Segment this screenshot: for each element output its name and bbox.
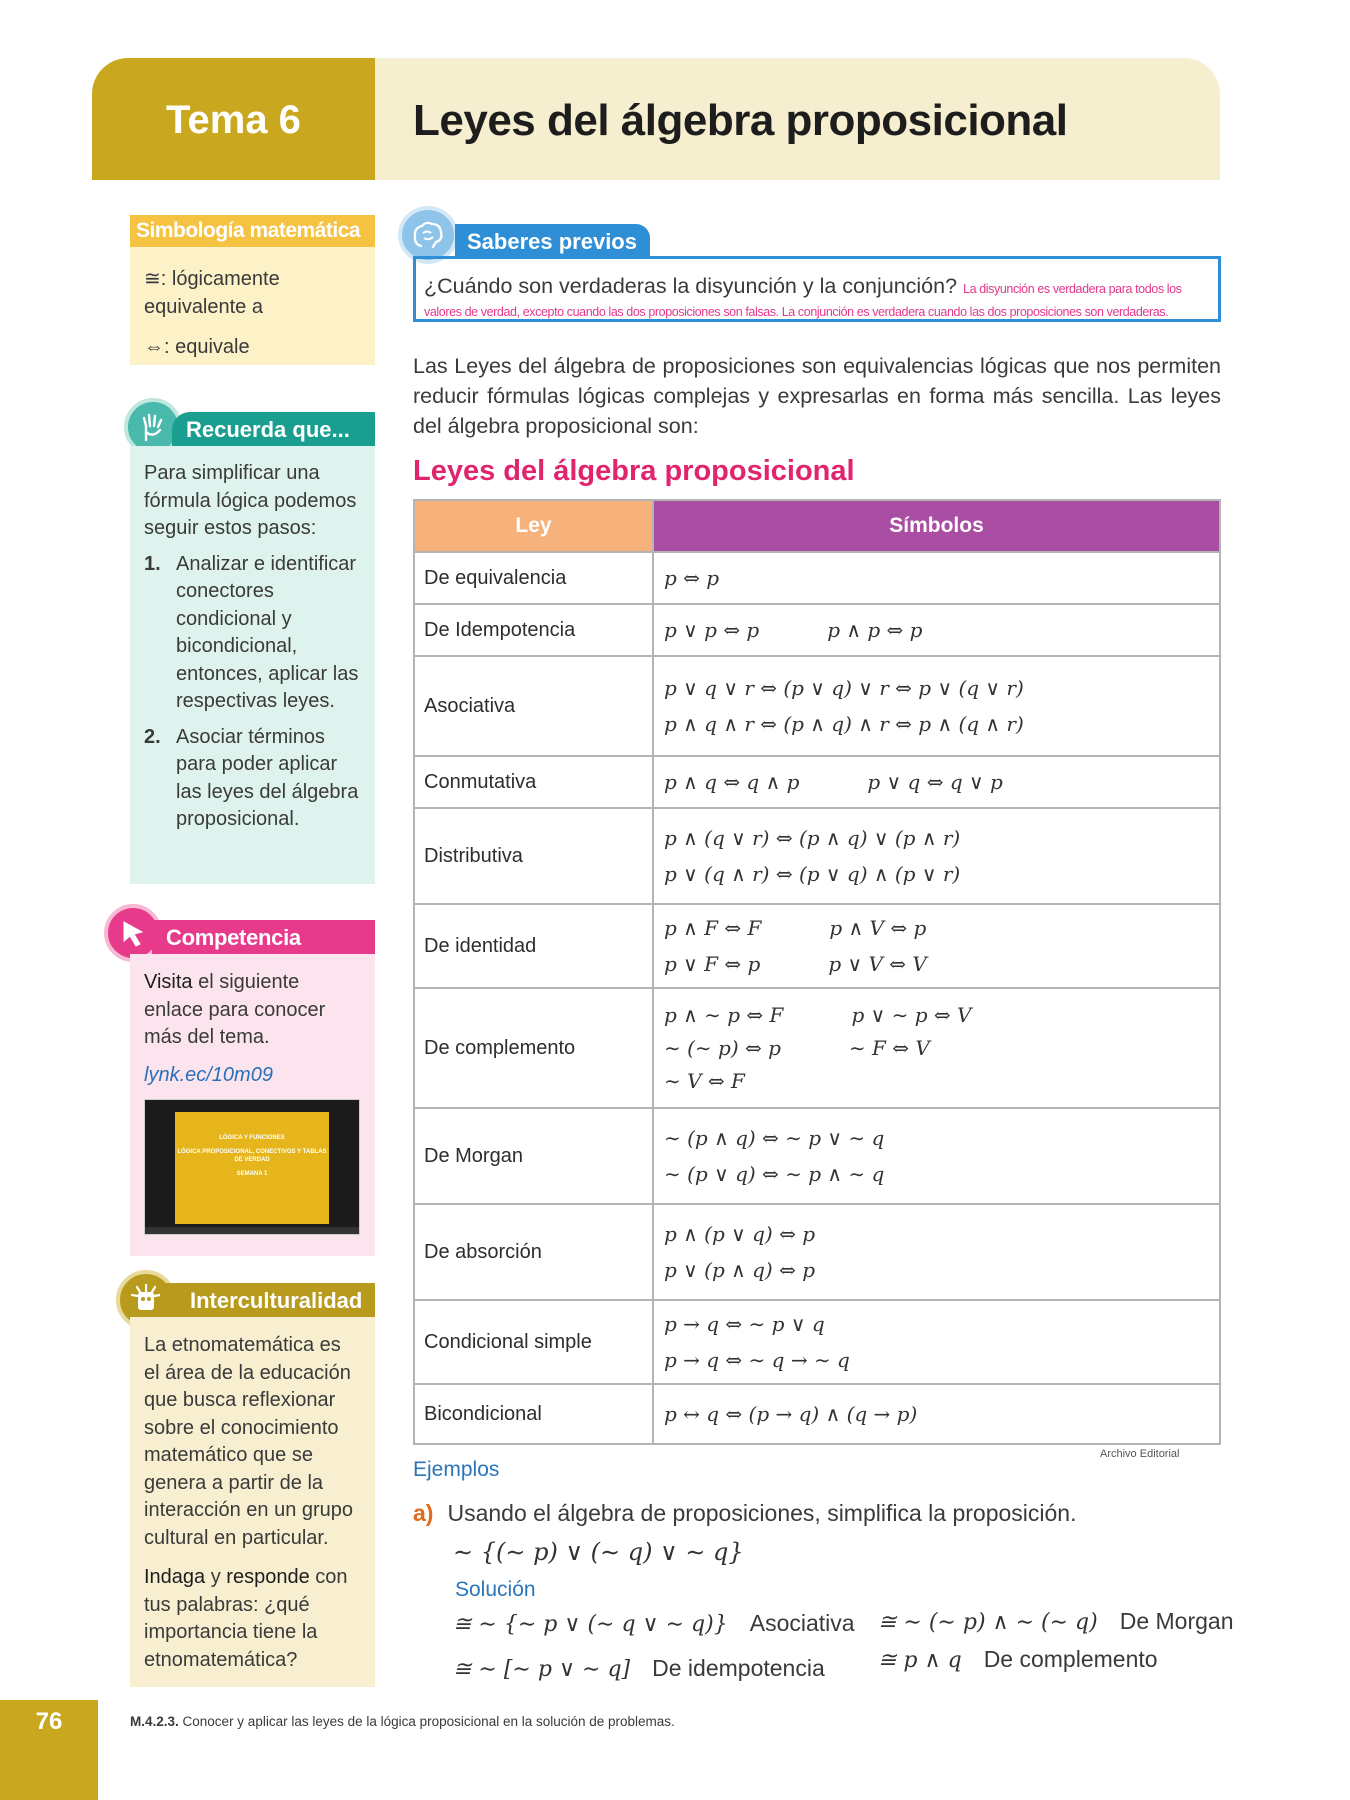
symbol-expression: p ∨ (q ∧ r) ⇔ (p ∨ q) ∧ (p ∨ r) (664, 862, 961, 886)
symbol-expression: ∼ (p ∧ q) ⇔ ∼ p ∨ ∼ q (664, 1126, 885, 1150)
symbol-expression: ∼ V ⇔ F (664, 1068, 745, 1093)
symbol-line (664, 1065, 1209, 1098)
symbol-line (664, 999, 1209, 1032)
example-label: a) (413, 1500, 434, 1526)
step-law: De idempotencia (652, 1655, 825, 1681)
ejemplos-title: Ejemplos (413, 1458, 500, 1481)
saberes-title: Saberes previos (455, 224, 650, 258)
video-title-line: LÓGICA PROPOSICIONAL, CONECTIVOS Y TABLAS DE VERDAD (177, 1149, 327, 1163)
interculturalidad-ask (144, 1564, 361, 1674)
column-header-simbolos: Símbolos (653, 500, 1220, 552)
saberes-text (424, 276, 1210, 322)
interculturalidad-title: Interculturalidad (160, 1283, 375, 1317)
symbol-expression: p ∧ F ⇔ F (664, 916, 762, 940)
law-name: De complemento (414, 988, 653, 1108)
page-title: Leyes del álgebra proposicional (413, 96, 1068, 145)
symbol-line (664, 560, 1209, 596)
simbologia-title: Simbología matemática (130, 215, 375, 247)
symbol-expression: ∼ (∼ p) ⇔ p (664, 1035, 781, 1060)
table-row (414, 808, 1220, 904)
step-law: Asociativa (749, 1610, 855, 1636)
step-expression: ≅ ∼ {∼ p ∨ (∼ q ∨ ∼ q)} (453, 1612, 728, 1637)
law-name: De Morgan (414, 1108, 653, 1204)
tema-label: Tema 6 (166, 98, 301, 142)
solution-step (878, 1608, 1234, 1635)
law-symbols (653, 656, 1220, 756)
video-controls[interactable] (145, 1227, 359, 1234)
competencia-text (144, 969, 361, 1052)
step-number: 2. (144, 725, 161, 748)
symbol-expression: p ∧ ∼ p ⇔ F (664, 1002, 784, 1027)
law-name: De equivalencia (414, 552, 653, 604)
simbologia-item: ⇔: equivale (144, 336, 250, 358)
video-thumbnail[interactable] (144, 1099, 360, 1235)
symbol-line (664, 706, 1209, 742)
step-expression: ≅ ∼ [∼ p ∨ ∼ q] (453, 1657, 631, 1682)
ask-mid: y (205, 1566, 227, 1588)
symbol-line (664, 1156, 1209, 1192)
symbol-expression: p ∨ q ⇔ q ∨ p (867, 770, 1003, 794)
symbol-expression: p ∨ V ⇔ V (828, 952, 927, 976)
table-row (414, 756, 1220, 808)
symbol-line (664, 670, 1209, 706)
symbol-expression: p ∨ p ⇔ p (664, 618, 760, 642)
simbologia-item: ≅: lógicamente equivalente a (144, 268, 280, 318)
law-symbols (653, 552, 1220, 604)
step-expression: ≅ ∼ (∼ p) ∧ ∼ (∼ q) (878, 1610, 1098, 1635)
symbol-expression: p ∨ ∼ p ⇔ V (851, 1002, 972, 1027)
symbol-expression: p ⇔ p (664, 566, 720, 590)
interculturalidad-text: La etnomatemática es el área de la educación que busca reflexionar sobre el conocimiento matemático que se genera a partir de la interacción en un grupo cultural en particular. (144, 1334, 354, 1549)
law-symbols (653, 904, 1220, 988)
laws-table (413, 499, 1221, 1445)
table-row (414, 988, 1220, 1108)
law-name: Bicondicional (414, 1384, 653, 1444)
simbologia-box (130, 247, 375, 365)
video-title-line: LÓGICA Y FUNCIONES (219, 1135, 285, 1141)
law-symbols (653, 1384, 1220, 1444)
law-name: Asociativa (414, 656, 653, 756)
table-row (414, 656, 1220, 756)
ask-rest: con tus palabras: ¿qué importancia tiene la etnomatemática? (144, 1566, 348, 1671)
symbol-line (664, 1396, 1209, 1432)
table-row (414, 1108, 1220, 1204)
symbol-line (664, 1252, 1209, 1288)
intro-paragraph: Las Leyes del álgebra de proposiciones son equivalencias lógicas que nos permiten reducir fórmulas lógicas complejas y expresarlas en forma más sencilla. Las leyes del álgebra proposicional son: (413, 354, 1221, 438)
step-text: Asociar términos para poder aplicar las leyes del álgebra proposicional. (176, 725, 359, 830)
recuerda-step (144, 551, 361, 716)
step-expression: ≅ p ∧ q (878, 1648, 962, 1673)
competencia-box (130, 954, 375, 1256)
objective-code: M.4.2.3. (130, 1714, 179, 1729)
solution-step (453, 1610, 855, 1637)
symbol-expression: ∼ (p ∨ q) ⇔ ∼ p ∧ ∼ q (664, 1162, 885, 1186)
symbol-line (664, 1306, 1209, 1342)
table-row (414, 1384, 1220, 1444)
symbol-expression: ∼ F ⇔ V (848, 1035, 930, 1060)
symbol-line (664, 1120, 1209, 1156)
interculturalidad-box (130, 1317, 375, 1687)
example-expression: ∼ {(∼ p) ∨ (∼ q) ∨ ∼ q} (453, 1538, 744, 1566)
video-title-line: SEMANA 1 (236, 1171, 268, 1177)
symbol-expression: p ∨ F ⇔ p (664, 952, 761, 976)
law-name: De absorción (414, 1204, 653, 1300)
symbol-expression: p ∧ (p ∨ q) ⇔ p (664, 1222, 815, 1246)
symbol-line (664, 612, 1209, 648)
symbol-expression: p ∧ V ⇔ p (829, 916, 927, 940)
symbol-expression: p → q ⇔ ∼ p ∨ q (664, 1312, 825, 1336)
table-row (414, 1300, 1220, 1384)
symbol-line (664, 1216, 1209, 1252)
recuerda-box (130, 446, 375, 884)
table-row (414, 552, 1220, 604)
law-symbols (653, 756, 1220, 808)
recuerda-intro: Para simplificar una fórmula lógica podemos seguir estos pasos: (144, 462, 357, 539)
symbol-expression: p ∧ q ⇔ q ∧ p (664, 770, 800, 794)
table-row (414, 604, 1220, 656)
law-name: Distributiva (414, 808, 653, 904)
table-row (414, 904, 1220, 988)
law-name: Conmutativa (414, 756, 653, 808)
saberes-question: ¿Cuándo son verdaderas la disyunción y la conjunción? (424, 274, 958, 298)
column-header-ley: Ley (414, 500, 653, 552)
symbol-line (664, 764, 1209, 800)
symbol-expression: p ↔ q ⇔ (p → q) ∧ (q → p) (664, 1402, 918, 1426)
objective-text: Conocer y aplicar las leyes de la lógica proposicional en la solución de problemas. (178, 1714, 675, 1729)
symbol-line (664, 1342, 1209, 1378)
symbol-line (664, 910, 1209, 946)
symbol-expression: p ∨ (p ∧ q) ⇔ p (664, 1258, 815, 1282)
symbol-line (664, 856, 1209, 892)
example-statement (413, 1500, 1076, 1527)
symbol-line (664, 1032, 1209, 1065)
visit-label: Visita (144, 971, 193, 993)
competencia-desc: el siguiente enlace para conocer más del tema. (144, 971, 326, 1048)
law-symbols (653, 604, 1220, 656)
section-title: Leyes del álgebra proposicional (413, 455, 855, 487)
law-name: De Idempotencia (414, 604, 653, 656)
law-name: Condicional simple (414, 1300, 653, 1384)
symbol-line (664, 946, 1209, 982)
video-screen (175, 1112, 329, 1224)
recuerda-step (144, 724, 361, 834)
symbol-expression: p ∧ q ∧ r ⇔ (p ∧ q) ∧ r ⇔ p ∧ (q ∧ r) (664, 712, 1024, 736)
step-law: De Morgan (1119, 1608, 1234, 1634)
step-number: 1. (144, 552, 161, 575)
law-symbols (653, 1300, 1220, 1384)
step-law: De complemento (983, 1646, 1158, 1672)
step-text: Analizar e identificar conectores condicional y bicondicional, entonces, aplicar las respectivas leyes. (176, 552, 359, 712)
saberes-answer: La disyunción es verdadera para todos los valores de verdad, excepto cuando las dos proposiciones son falsas. La conjunción es verdadera cuando las dos proposiciones son verdaderas. (424, 282, 1182, 319)
footer-objective (130, 1714, 675, 1729)
image-credit: Archivo Editorial (1100, 1448, 1180, 1460)
example-text: Usando el álgebra de proposiciones, simplifica la proposición. (447, 1500, 1077, 1526)
saberes-box (413, 256, 1221, 322)
symbol-line (664, 820, 1209, 856)
recuerda-title: Recuerda que... (172, 412, 375, 446)
ask-verb: responde (226, 1566, 310, 1588)
ask-verb: Indaga (144, 1566, 206, 1588)
law-symbols (653, 808, 1220, 904)
competencia-title: Competencia (152, 920, 375, 954)
symbol-expression: p ∧ (q ∨ r) ⇔ (p ∧ q) ∨ (p ∧ r) (664, 826, 961, 850)
page-number: 76 (35, 1708, 63, 1735)
symbol-expression: p ∨ q ∨ r ⇔ (p ∨ q) ∨ r ⇔ p ∨ (q ∨ r) (664, 676, 1024, 700)
solution-step (453, 1655, 825, 1682)
symbol-expression: p → q ⇔ ∼ q → ∼ q (664, 1348, 850, 1372)
symbol-expression: p ∧ p ⇔ p (827, 618, 923, 642)
law-symbols (653, 1108, 1220, 1204)
law-name: De identidad (414, 904, 653, 988)
law-symbols (653, 1204, 1220, 1300)
law-symbols (653, 988, 1220, 1108)
table-row (414, 1204, 1220, 1300)
table-header-row (414, 500, 1220, 552)
solucion-title: Solución (455, 1578, 536, 1601)
solution-step (878, 1646, 1158, 1673)
competencia-link[interactable]: lynk.ec/10m09 (144, 1063, 273, 1086)
